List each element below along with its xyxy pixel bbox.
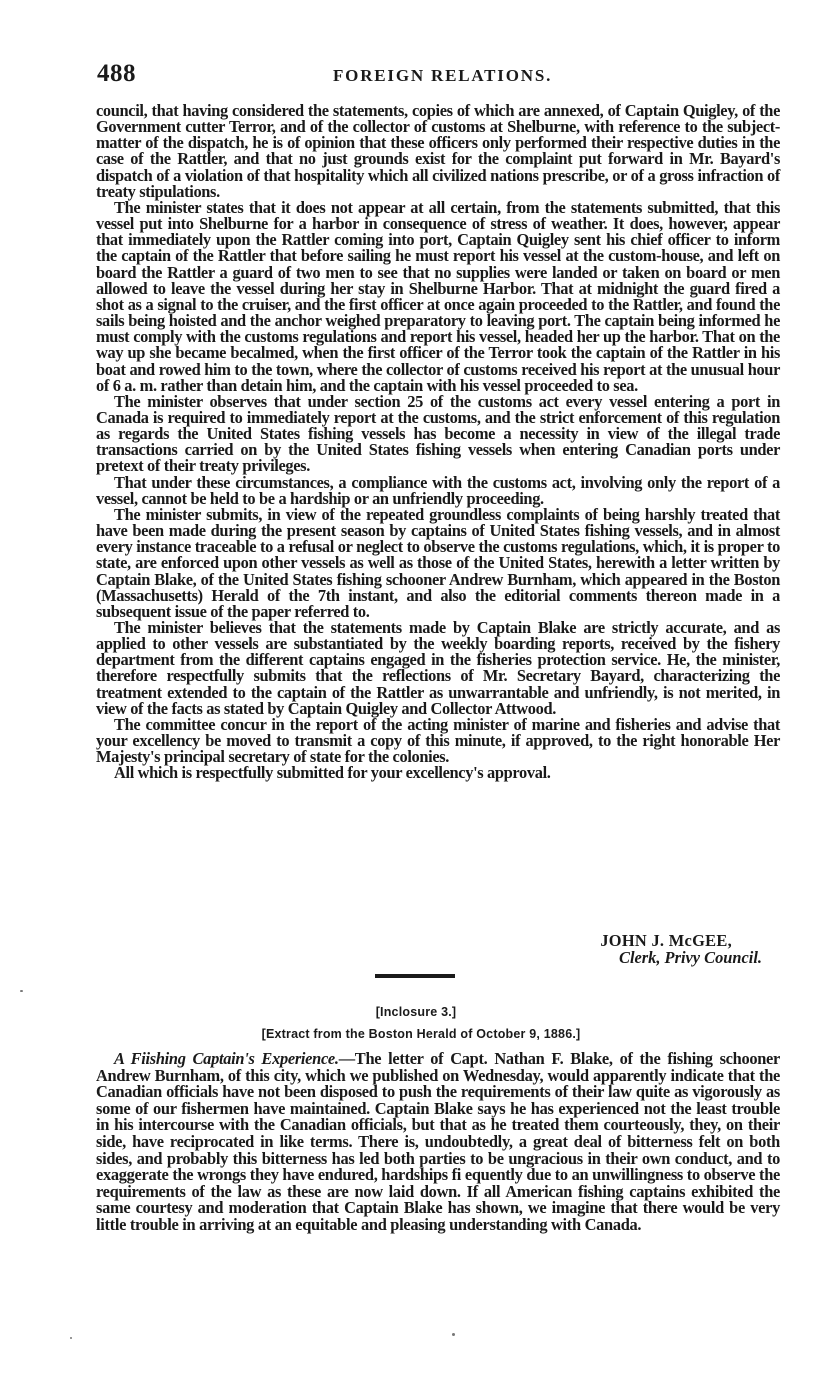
paragraph: The minister submits, in view of the repeated groundless complaints of being harshly treated that have been made during the present season by captains of United States fishing vessels, and in almost every instance traceable to a refusal or neglect to observe the customs regulations, which, it is proper to state, are enforced upon other vessels as well as those of the United States, herewith a letter written by Captain Blake, of the United States fishing schooner Andrew Burnham, which appeared in the Boston (Massachusetts) Herald of the 7th instant, and also the editorial comments thereon made in a subsequent issue of the paper referred to. xyxy=(96,504,780,621)
paragraph: The committee concur in the report of the acting minister of marine and fisheries and advise that your excellency be moved to transmit a copy of this minute, if approved, to the right honorable Her Majesty's principal secretary of state for the colonies. xyxy=(96,714,780,767)
signature-block xyxy=(600,932,762,966)
section-divider xyxy=(375,974,455,978)
extract-paragraph xyxy=(96,1051,780,1234)
paragraph: The minister believes that the statements made by Captain Blake are strictly accurate, and as applied to other vessels are substantiated by the weekly boarding reports, received by the fishery department from the different captains engaged in the fisheries protection service. He, the minister, therefore respectfully submits that the reflections of Mr. Secretary Bayard, characterizing the treatment extended to the captain of the Rattler as unwarrantable and unfriendly, is not merited, in view of the facts as stated by Captain Quigley and Collector Attwood. xyxy=(96,618,780,718)
signatory-name: JOHN J. McGEE, xyxy=(600,931,732,950)
extract-headline: A Fiishing Captain's Experience. xyxy=(114,1049,339,1068)
extract-text: —The letter of Capt. Nathan F. Blake, of the fishing schooner Andrew Burnham, of this city, which we published on Wednesday, would apparently indicate that the Canadian officials have not been disposed to push the requirements of their law quite as vigorously as some of our fishermen have maintained. Captain Blake says he has experienced not the least trouble in his intercourse with the Canadian officials, but that as he treated them courteously, they, on their side, have reciprocated in like terms. There is, undoubtedly, a great deal of bitterness felt on both sides, and probably this bitterness has led both parties to be ungracious in their own conduct, and to exaggerate the wrongs they have endured, hardships fi equently due to an unwillingness to observe the requirements of the law as these are now laid down. If all American fishing captains exhibited the same courtesy and moderation that Captain Blake has shown, we imagine that there would be very little trouble in arriving at an equitable and pleasing understanding with Canada. xyxy=(96,1049,780,1234)
paper-speck xyxy=(20,990,23,992)
paragraph: council, that having considered the statements, copies of which are annexed, of Captain Quigley, of the Government cutter Terror, and of the collector of customs at Shelburne, with reference to the subject-matter of the dispatch, he is of opinion that these officers only performed their respective duties in the case of the Rattler, and that no just grounds exist for the complaint put forward in Mr. Bayard's dispatch of a violation of that hospitality which all civilized nations prescribe, or of a gross infraction of treaty stipulations. xyxy=(96,101,780,201)
page-number: 488 xyxy=(97,60,136,87)
paragraph: All which is respectfully submitted for your excellency's approval. xyxy=(114,763,551,783)
paper-speck xyxy=(70,1337,72,1339)
paragraph: The minister states that it does not appear at all certain, from the statements submitted, that this vessel put into Shelburne for a harbor in consequence of stress of weather. It does, however, appear that immediately upon the Rattler coming into port, Captain Quigley sent his chief officer to inform the captain of the Rattler that before sailing he must report his vessel at the custom-house, and left on board the Rattler a guard of two men to see that no supplies were landed or taken on board or men allowed to leave the vessel during her stay in Shelburne Harbor. That at midnight the guard fired a shot as a signal to the cruiser, and the first officer at once again proceeded to the Rattler, and found the sails being hoisted and the anchor weighed preparatory to leaving port. The captain being informed he must comply with the customs regulations and report his vessel, headed her up the harbor. That on the way up she became becalmed, when the first officer of the Terror took the captain of the Rattler in his boat and rowed him to the town, where the collector of customs received his report at the unusual hour of 6 a. m. rather than detain him, and the captain with his vessel proceeded to sea. xyxy=(96,197,780,395)
minute-body xyxy=(96,103,780,782)
inclosure-label: [Inclosure 3.] xyxy=(375,1005,457,1019)
paragraph: That under these circumstances, a compliance with the customs act, involving only the report of a vessel, cannot be held to be a hardship or an unfriendly proceeding. xyxy=(96,472,780,508)
extract-note: [Extract from the Boston Herald of October 9, 1886.] xyxy=(261,1027,581,1041)
paragraph: The minister observes that under section 25 of the customs act every vessel entering a port in Canada is required to immediately report at the customs, and the strict enforcement of this regulation as regards the United States fishing vessels has become a necessity in view of the illegal trade transactions carried on by the United States fishing vessels when entering Canadian ports under pretext of their treaty privileges. xyxy=(96,391,780,476)
signatory-title: Clerk, Privy Council. xyxy=(619,948,762,967)
newspaper-extract xyxy=(96,1051,780,1234)
page-header xyxy=(97,60,783,90)
running-title: FOREIGN RELATIONS. xyxy=(333,66,553,85)
paper-speck xyxy=(452,1333,455,1336)
